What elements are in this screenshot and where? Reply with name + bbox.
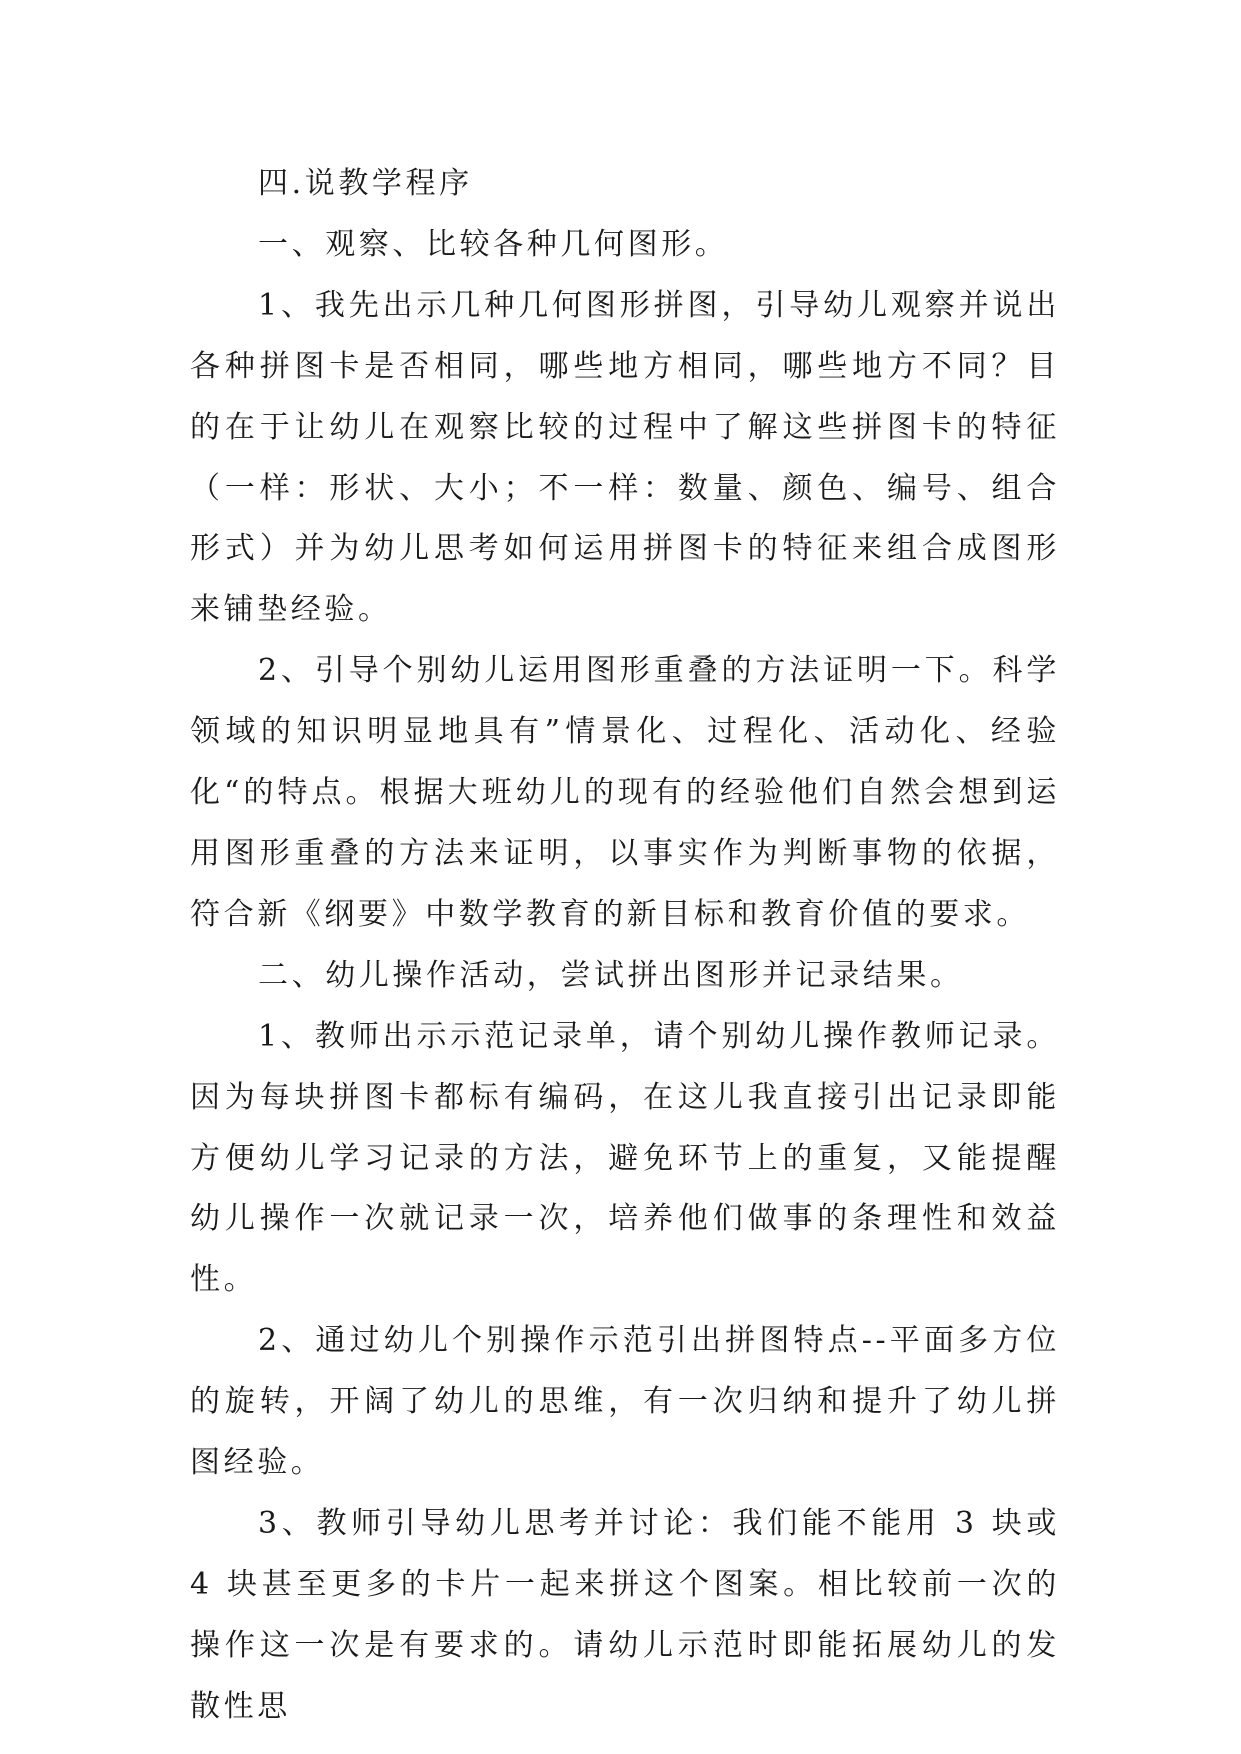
paragraph: 2、通过幼儿个别操作示范引出拼图特点--平面多方位的旋转，开阔了幼儿的思维，有一次归纳和提升了幼儿拼图经验。 xyxy=(190,1323,1060,1481)
paragraph: 1、教师出示示范记录单，请个别幼儿操作教师记录。因为每块拼图卡都标有编码，在这儿我直接引出记录即能方便幼儿学习记录的方法，避免环节上的重复，又能提醒幼儿操作一次就记录一次，培养他们做事的条理性和效益性。 xyxy=(190,1018,1060,1298)
paragraph: 1、我先出示几种几何图形拼图，引导幼儿观察并说出各种拼图卡是否相同，哪些地方相同，哪些地方不同？目的在于让幼儿在观察比较的过程中了解这些拼图卡的特征（一样：形状、大小；不一样：数量、颜色、编号、组合形式）并为幼儿思考如何运用拼图卡的特征来组合成图形来铺垫经验。 xyxy=(190,287,1060,628)
paragraph: 2、引导个别幼儿运用图形重叠的方法证明一下。科学领域的知识明显地具有”情景化、过程化、活动化、经验化“的特点。根据大班幼儿的现有的经验他们自然会想到运用图形重叠的方法来证明，以事实作为判断事物的依据，符合新《纲要》中数学教育的新目标和教育价值的要求。 xyxy=(190,653,1060,932)
subsection-heading: 一、观察、比较各种几何图形。 xyxy=(258,226,729,262)
subsection-heading: 二、幼儿操作活动，尝试拼出图形并记录结果。 xyxy=(258,957,964,993)
paragraph: 3、教师引导幼儿思考并讨论：我们能不能用 3 块或 4 块甚至更多的卡片一起来拼这个图案。相比较前一次的操作这一次是有要求的。请幼儿示范时即能拓展幼儿的发散性思 xyxy=(190,1505,1060,1724)
document-body xyxy=(190,154,1060,1738)
section-heading: 四.说教学程序 xyxy=(258,166,473,201)
